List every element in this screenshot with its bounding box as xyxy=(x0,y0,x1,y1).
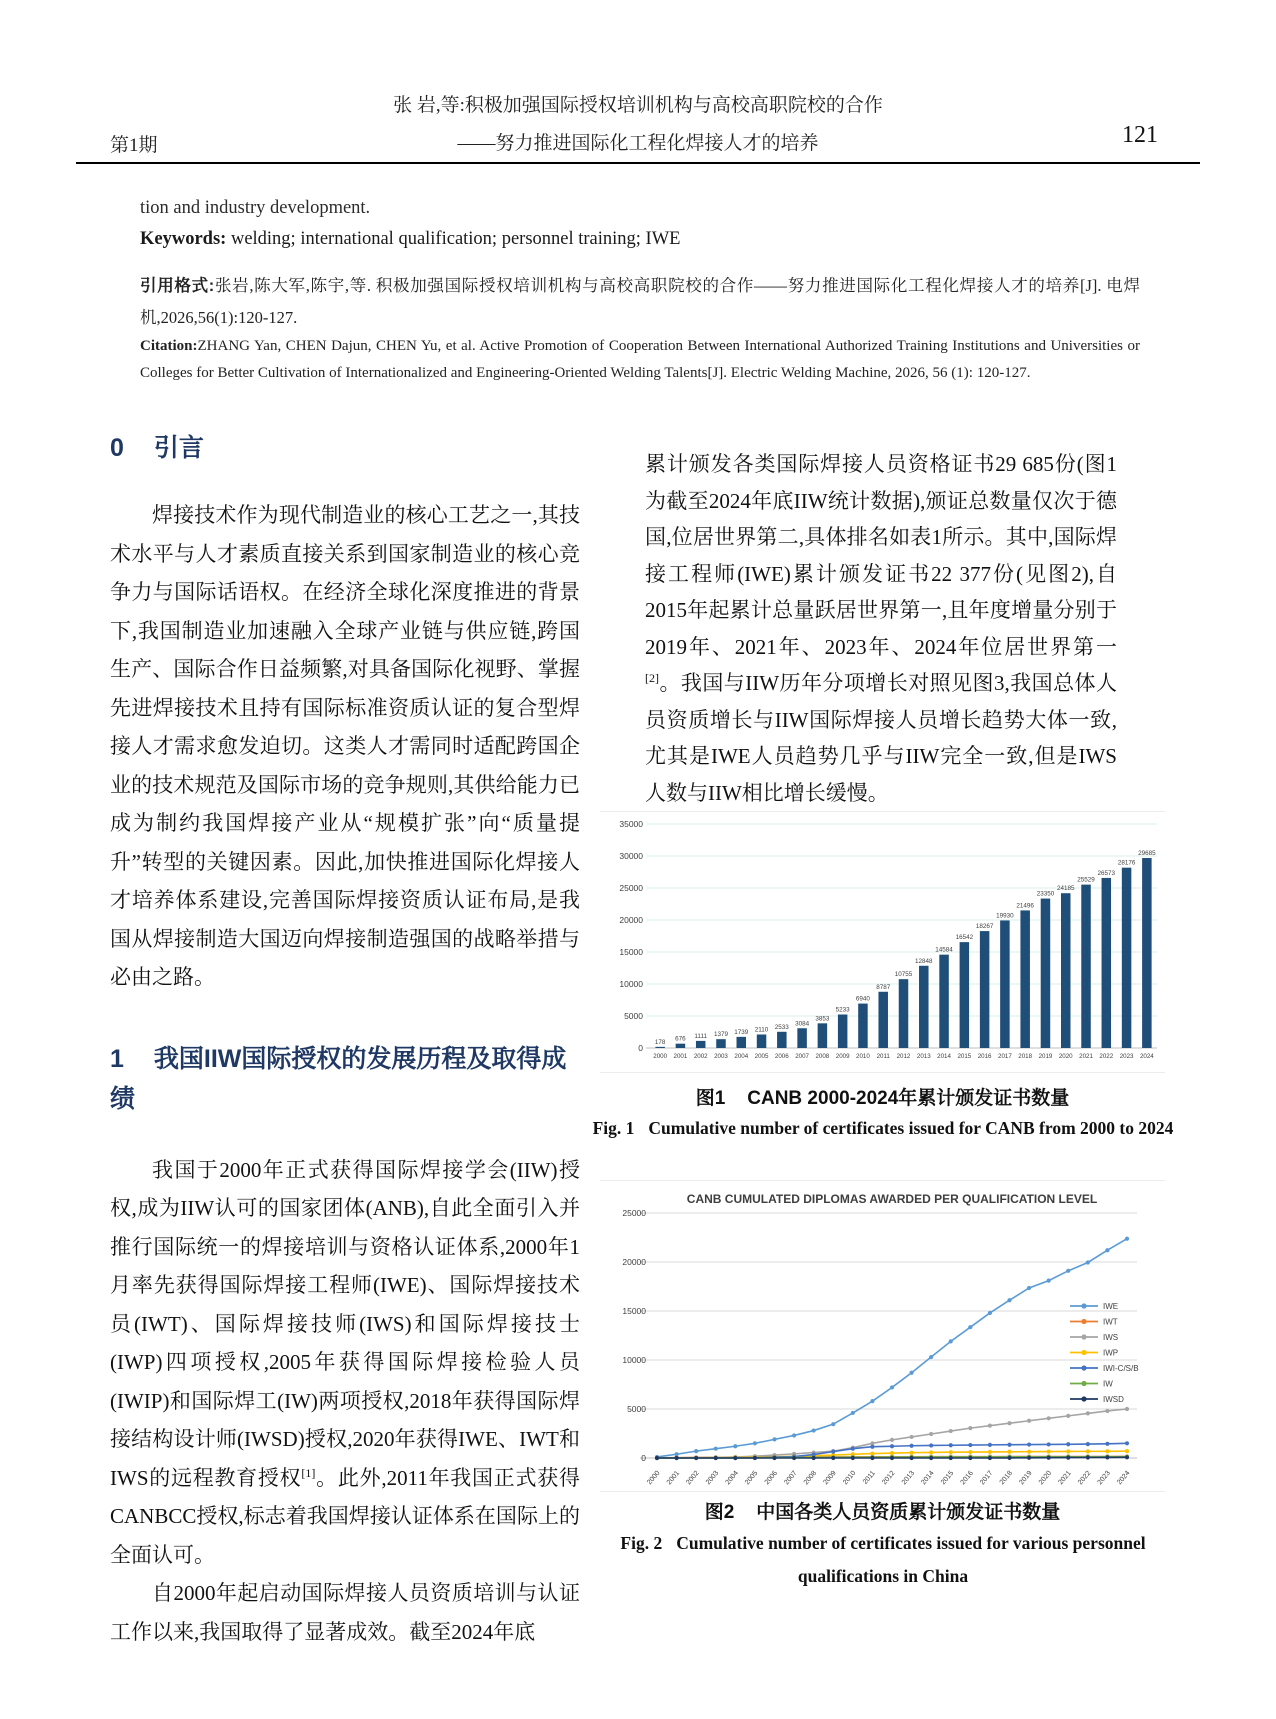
svg-text:5233: 5233 xyxy=(835,1006,850,1014)
svg-text:2011: 2011 xyxy=(861,1469,877,1486)
svg-text:2010: 2010 xyxy=(841,1469,858,1487)
svg-text:2018: 2018 xyxy=(998,1469,1015,1487)
svg-text:12848: 12848 xyxy=(915,957,933,965)
svg-text:16542: 16542 xyxy=(955,934,974,942)
svg-text:8787: 8787 xyxy=(876,983,891,991)
figure2-caption-en xyxy=(588,1527,1178,1593)
svg-text:35000: 35000 xyxy=(619,819,643,829)
figure2-caption-en-label: Fig. 2 xyxy=(620,1533,663,1553)
figure2-caption-cn xyxy=(600,1497,1165,1524)
svg-text:2013: 2013 xyxy=(916,1053,931,1060)
svg-text:IWI-C/S/B: IWI-C/S/B xyxy=(1103,1364,1139,1373)
figure2-image xyxy=(600,1180,1165,1492)
figure1-caption-en-label: Fig. 1 xyxy=(592,1118,635,1138)
svg-text:5000: 5000 xyxy=(627,1404,646,1414)
svg-text:25000: 25000 xyxy=(622,1208,646,1218)
svg-text:2011: 2011 xyxy=(876,1053,890,1060)
svg-text:2008: 2008 xyxy=(802,1469,819,1487)
svg-text:28176: 28176 xyxy=(1117,859,1136,867)
svg-text:0: 0 xyxy=(641,1453,646,1463)
abstract-tail: tion and industry development. xyxy=(140,198,371,218)
reference-2-superscript: [2] xyxy=(645,671,659,685)
keywords-label: Keywords: xyxy=(140,229,227,249)
svg-text:2005: 2005 xyxy=(754,1053,769,1060)
svg-text:2014: 2014 xyxy=(920,1469,936,1487)
header-rule xyxy=(76,162,1200,164)
svg-text:2009: 2009 xyxy=(835,1053,850,1060)
page-number: 121 xyxy=(1122,122,1158,148)
figure2-caption-cn-label: 图2 xyxy=(704,1502,735,1523)
svg-text:2016: 2016 xyxy=(959,1469,975,1487)
citation-en xyxy=(140,333,1140,387)
right-column xyxy=(645,446,1117,811)
running-title-line2: ——努力推进国际化工程化焊接人才的培养 xyxy=(457,133,819,154)
svg-text:1379: 1379 xyxy=(713,1031,728,1039)
citation-en-text: ZHANG Yan, CHEN Dajun, CHEN Yu, et al. Active Promotion of Cooperation Between International Authorized Training Institutions and Universities or Colleges for Better Cultivation of Internationalized and Engineering-Oriented Welding Talents[J]. Electric Welding Machine, 2026, 56 (1): 120-127. xyxy=(140,338,1140,381)
svg-text:0: 0 xyxy=(638,1043,643,1053)
section-0-number: 0 xyxy=(110,434,124,462)
svg-text:15000: 15000 xyxy=(619,947,643,957)
svg-text:2022: 2022 xyxy=(1076,1469,1093,1487)
section-1-heading xyxy=(110,1039,580,1119)
section-0-heading xyxy=(110,428,580,468)
keywords-line xyxy=(140,229,680,250)
figure2-caption-en-text: Cumulative number of certificates issued for various personnel qualifications in China xyxy=(676,1533,1146,1586)
intro-paragraph: 焊接技术作为现代制造业的核心工艺之一,其技术水平与人才素质直接关系到国家制造业的核心竞争力与国际话语权。在经济全球化深度推进的背景下,我国制造业加速融入全球产业链与供应链,跨国生产、国际合作日益频繁,对具备国际化视野、掌握先进焊接技术且持有国际标准资质认证的复合型焊接人才需求愈发迫切。这类人才需同时适配跨国企业的技术规范及国际市场的竞争规则,其供给能力已成为制约我国焊接产业从“规模扩张”向“质量提升”转型的关键因素。因此,加快推进国际化焊接人才培养体系建设,完善国际焊接资质认证布局,是我国从焊接制造大国迈向焊接制造强国的战略举措与必由之路。 xyxy=(110,503,580,989)
running-title-line1: 张 岩,等:积极加强国际授权培训机构与高校高职院校的合作 xyxy=(393,95,883,116)
svg-text:30000: 30000 xyxy=(619,851,643,861)
issue-label: 第1期 xyxy=(110,135,158,156)
svg-text:5000: 5000 xyxy=(624,1011,643,1021)
svg-text:IWE: IWE xyxy=(1103,1302,1119,1311)
keywords-text: welding; international qualification; personnel training; IWE xyxy=(226,229,681,249)
svg-text:IW: IW xyxy=(1103,1379,1113,1389)
figure1-bar-chart xyxy=(600,812,1165,1072)
svg-text:2001: 2001 xyxy=(665,1469,682,1487)
svg-text:2016: 2016 xyxy=(977,1053,992,1060)
svg-text:3084: 3084 xyxy=(795,1020,810,1028)
svg-text:23350: 23350 xyxy=(1036,890,1055,898)
svg-text:19930: 19930 xyxy=(996,912,1014,920)
svg-text:2017: 2017 xyxy=(979,1469,995,1487)
svg-text:2003: 2003 xyxy=(714,1053,728,1060)
citation-cn-label: 引用格式: xyxy=(140,277,215,295)
svg-text:2010: 2010 xyxy=(856,1053,870,1060)
svg-text:IWSD: IWSD xyxy=(1103,1395,1124,1404)
svg-text:2000: 2000 xyxy=(646,1469,662,1487)
svg-text:20000: 20000 xyxy=(622,1257,646,1267)
svg-text:2012: 2012 xyxy=(881,1469,897,1487)
svg-text:2001: 2001 xyxy=(673,1053,688,1060)
svg-text:2013: 2013 xyxy=(900,1469,917,1487)
svg-text:676: 676 xyxy=(675,1035,686,1043)
svg-text:10000: 10000 xyxy=(619,979,643,989)
svg-text:1739: 1739 xyxy=(734,1028,749,1036)
figure1-caption-cn xyxy=(600,1083,1165,1110)
svg-text:2012: 2012 xyxy=(896,1053,911,1060)
section-0-title: 引言 xyxy=(153,434,204,462)
citation-en-label: Citation: xyxy=(140,338,198,354)
svg-text:20000: 20000 xyxy=(619,915,643,925)
svg-text:2015: 2015 xyxy=(939,1469,956,1487)
svg-text:1111: 1111 xyxy=(694,1032,708,1040)
citation-cn xyxy=(140,270,1140,333)
svg-text:2110: 2110 xyxy=(754,1026,769,1034)
svg-text:10000: 10000 xyxy=(622,1355,646,1365)
svg-text:2003: 2003 xyxy=(704,1469,721,1487)
svg-text:2533: 2533 xyxy=(774,1023,789,1031)
svg-text:21496: 21496 xyxy=(1016,902,1034,910)
svg-text:25000: 25000 xyxy=(619,883,643,893)
svg-text:2014: 2014 xyxy=(937,1053,951,1060)
svg-text:2019: 2019 xyxy=(1018,1469,1034,1487)
svg-text:IWT: IWT xyxy=(1103,1317,1118,1327)
svg-text:2023: 2023 xyxy=(1096,1469,1112,1487)
svg-text:2024: 2024 xyxy=(1116,1469,1132,1487)
svg-text:2002: 2002 xyxy=(685,1469,701,1487)
svg-text:2020: 2020 xyxy=(1058,1053,1073,1060)
svg-text:2006: 2006 xyxy=(763,1469,780,1487)
svg-text:2017: 2017 xyxy=(998,1053,1012,1060)
svg-text:2009: 2009 xyxy=(822,1469,838,1487)
svg-text:2002: 2002 xyxy=(693,1053,708,1060)
figure2-line-chart xyxy=(600,1181,1165,1491)
history-paragraph-text: 我国于2000年正式获得国际焊接学会(IIW)授权,成为IIW认可的国家团体(ANB),自此全面引入并推行国际统一的焊接培训与资格认证体系,2000年1月率先获得国际焊接工程师(IWE)、国际焊接技术员(IWT)、国际焊接技师(IWS)和国际焊接技士(IWP)四项授权,2005年获得国际焊接检验人员(IWIP)和国际焊工(IW)两项授权,2018年获得国际焊接结构设计师(IWSD)授权,2020年获得IWE、IWT和IWS的远程教育授权 xyxy=(110,1157,580,1490)
svg-text:2021: 2021 xyxy=(1079,1053,1093,1060)
svg-text:2023: 2023 xyxy=(1119,1053,1134,1060)
achievement-paragraph: 自2000年起启动国际焊接人员资质培训与认证工作以来,我国取得了显著成效。截至2024年底 xyxy=(110,1581,580,1644)
section-1-title: 我国IIW国际授权的发展历程及取得成绩 xyxy=(110,1044,567,1113)
reference-1-superscript: [1] xyxy=(301,1465,316,1480)
svg-text:2020: 2020 xyxy=(1037,1469,1054,1487)
section-1-number: 1 xyxy=(110,1044,124,1073)
stats-paragraph xyxy=(645,446,1117,811)
history-paragraph xyxy=(110,1151,580,1575)
left-column xyxy=(110,428,580,1651)
svg-text:2007: 2007 xyxy=(795,1053,809,1060)
svg-text:14584: 14584 xyxy=(935,946,953,954)
svg-text:2007: 2007 xyxy=(783,1469,799,1487)
svg-text:10755: 10755 xyxy=(894,971,913,979)
svg-text:29685: 29685 xyxy=(1138,850,1156,858)
svg-text:2006: 2006 xyxy=(774,1053,789,1060)
svg-text:2005: 2005 xyxy=(744,1469,760,1487)
svg-text:2004: 2004 xyxy=(724,1469,740,1487)
svg-text:2000: 2000 xyxy=(653,1053,668,1060)
svg-text:2022: 2022 xyxy=(1099,1053,1114,1060)
figure1-caption-cn-text: CANB 2000-2024年累计颁发证书数量 xyxy=(747,1088,1070,1109)
svg-text:IWS: IWS xyxy=(1103,1333,1119,1342)
svg-text:2021: 2021 xyxy=(1057,1469,1073,1487)
figure1-image xyxy=(600,811,1165,1073)
svg-text:24185: 24185 xyxy=(1056,885,1075,893)
svg-text:26573: 26573 xyxy=(1097,869,1116,877)
figure1-caption-en xyxy=(588,1112,1178,1145)
svg-text:2018: 2018 xyxy=(1018,1053,1033,1060)
svg-text:2004: 2004 xyxy=(734,1053,749,1060)
stats-paragraph-text: 累计颁发各类国际焊接人员资格证书29 685份(图1为截至2024年底IIW统计数据),颁证总数量仅次于德国,位居世界第二,具体排名如表1所示。其中,国际焊接工程师(IWE)累计颁发证书22 377份(见图2),自2015年起累计总量跃居世界第一,且年度增量分别于2019年、2021年、2023年、2024年位居世界第一 xyxy=(645,452,1117,659)
svg-text:6940: 6940 xyxy=(855,995,870,1003)
stats-paragraph-text2: 。我国与IIW历年分项增长对照见图3,我国总体人员资质增长与IIW国际焊接人员增长趋势大体一致,尤其是IWE人员趋势几乎与IIW完全一致,但是IWS人数与IIW相比增长缓慢。 xyxy=(645,671,1117,805)
figure1-caption-cn-label: 图1 xyxy=(695,1088,726,1109)
svg-text:IWP: IWP xyxy=(1103,1348,1119,1358)
svg-text:178: 178 xyxy=(654,1038,666,1046)
svg-text:25529: 25529 xyxy=(1077,876,1095,884)
svg-text:2015: 2015 xyxy=(957,1053,972,1060)
svg-text:2008: 2008 xyxy=(815,1053,830,1060)
history-paragraph-text2: 。此外,2011年我国正式获得CANBCC授权,标志着我国焊接认证体系在国际上的全面认可。 xyxy=(110,1465,580,1567)
svg-text:3853: 3853 xyxy=(815,1015,830,1023)
svg-text:18267: 18267 xyxy=(975,923,994,931)
svg-text:15000: 15000 xyxy=(622,1306,646,1316)
svg-text:2024: 2024 xyxy=(1139,1053,1154,1060)
svg-text:2019: 2019 xyxy=(1038,1053,1053,1060)
figure2-caption-cn-text: 中国各类人员资质累计颁发证书数量 xyxy=(756,1502,1061,1523)
figure1-caption-en-text: Cumulative number of certificates issued for CANB from 2000 to 2024 xyxy=(648,1118,1174,1138)
citation-cn-text: 张岩,陈大军,陈宇,等. 积极加强国际授权培训机构与高校高职院校的合作——努力推进国际化工程化焊接人才的培养[J]. 电焊机,2026,56(1):120-127. xyxy=(140,276,1140,327)
svg-text:CANB CUMULATED DIPLOMAS AWARDE: CANB CUMULATED DIPLOMAS AWARDED PER QUALIFICATION LEVEL xyxy=(686,1192,1098,1206)
